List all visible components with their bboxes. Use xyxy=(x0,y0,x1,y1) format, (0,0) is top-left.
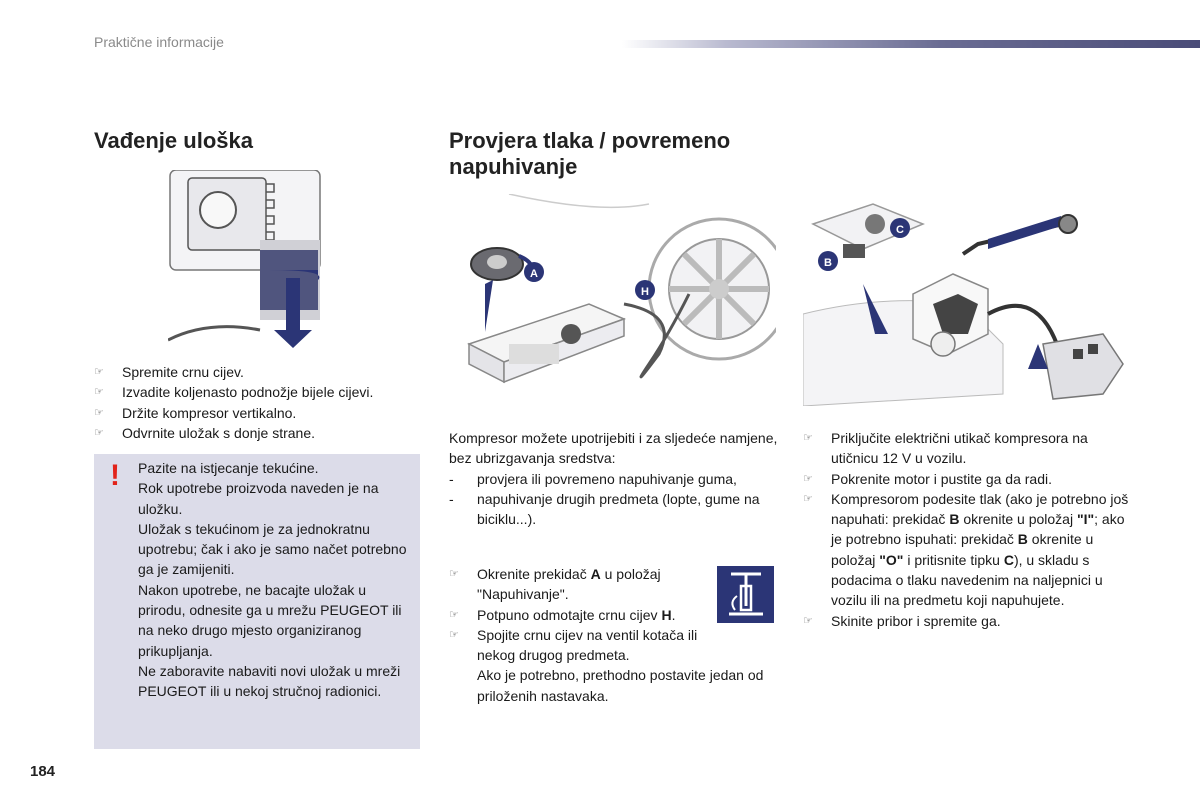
inflation-steps xyxy=(449,564,764,706)
warning-box xyxy=(94,454,420,749)
pointer-icon: ☞ xyxy=(803,432,813,444)
socket-compressor-illustration xyxy=(803,194,1130,406)
warning-line: Uložak s tekućinom je za jednokratnu upotrebu; čak i ako je samo načet potrebno ga je zamijeniti. xyxy=(138,520,407,578)
compressor-usage-steps xyxy=(803,428,1133,631)
list-item: ☞ Kompresorom podesite tlak (ako je potrebno još napuhati: prekidač B okrenite u položaj "I"; ako je potrebno ispuhati: prekidač B okrenite u položaj "O" i pritisnite tipku C), u skladu s podacima o tlaku navedenim na naljepnici u vozilu ili na predmetu koji napuhujete. xyxy=(803,490,1129,609)
list-item: ☞ Spojite crnu cijev na ventil kotača ili nekog drugog predmeta. xyxy=(449,626,698,664)
section-title-pressure: Provjera tlaka / povremeno napuhivanje xyxy=(449,128,731,179)
pointer-icon: ☞ xyxy=(803,614,813,627)
warning-line: Pazite na istjecanje tekućine. xyxy=(138,460,319,476)
pointer-icon: ☞ xyxy=(449,608,459,621)
list-item: ☞ Spremite crnu cijev. xyxy=(94,362,414,382)
cartridge-illustration xyxy=(168,170,338,350)
list-item: ☞ Potpuno odmotajte crnu cijev H. xyxy=(449,605,714,625)
figure-label-h: H xyxy=(641,286,649,298)
list-item: ☞ Okrenite prekidač A u položaj "Napuhivanje". xyxy=(449,566,661,603)
use-list xyxy=(449,469,789,530)
pointer-icon: ☞ xyxy=(94,386,104,399)
pointer-icon: ☞ xyxy=(803,492,813,505)
list-item: ☞ Izvadite koljenasto podnožje bijele cijevi. xyxy=(94,382,414,402)
section-title-cartridge: Vađenje uloška xyxy=(94,128,253,153)
list-item: ☞ Priključite električni utikač kompresora na utičnicu 12 V u vozilu. xyxy=(803,430,1088,467)
intro-text: Kompresor možete upotrijebiti i za sljedeće namjene, bez ubrizgavanja sredstva: xyxy=(449,430,778,467)
warning-line: Ne zaboravite nabaviti novi uložak u mreži PEUGEOT ili u nekoj stručnoj radionici. xyxy=(138,662,401,700)
figure-label-c: C xyxy=(896,224,904,236)
pointer-icon: ☞ xyxy=(94,366,104,378)
list-item: ☞ Odvrnite uložak s donje strane. xyxy=(94,423,414,443)
list-item: ☞ Držite kompresor vertikalno. xyxy=(94,403,414,423)
pointer-icon: ☞ xyxy=(94,426,104,439)
figure-label-b: B xyxy=(824,257,832,269)
page-number: 184 xyxy=(30,763,56,780)
header-bar xyxy=(622,40,1200,48)
warning-line: Rok upotrebe proizvoda naveden je na uložku. xyxy=(138,480,379,517)
inflation-pump-icon xyxy=(717,566,774,623)
list-item: ☞ Pokrenite motor i pustite ga da radi. xyxy=(803,469,1133,489)
compressor-wheel-illustration xyxy=(449,194,776,406)
cartridge-steps xyxy=(94,362,414,443)
section-label: Praktične informacije xyxy=(94,34,224,50)
warning-line: Nakon upotrebe, ne bacajte uložak u prirodu, odnesite ga u mrežu PEUGEOT ili na neko drugo mjesto organiziranog prikupljanja. xyxy=(138,581,402,659)
list-item-continuation: Ako je potrebno, prethodno postavite jedan od priloženih nastavaka. xyxy=(477,667,764,704)
warning-icon: ! xyxy=(110,459,120,492)
warning-text xyxy=(138,458,408,702)
pointer-icon: ☞ xyxy=(94,406,104,419)
figure-label-a: A xyxy=(530,268,538,280)
pointer-icon: ☞ xyxy=(803,472,813,485)
list-item: - provjera ili povremeno napuhivanje guma, xyxy=(449,470,737,487)
list-item: ☞ Skinite pribor i spremite ga. xyxy=(803,611,1133,631)
list-item: - napuhivanje drugih predmeta (lopte, gume na biciklu...). xyxy=(449,490,760,528)
pointer-icon: ☞ xyxy=(449,628,459,641)
pointer-icon: ☞ xyxy=(449,568,459,580)
compressor-intro xyxy=(449,428,789,529)
